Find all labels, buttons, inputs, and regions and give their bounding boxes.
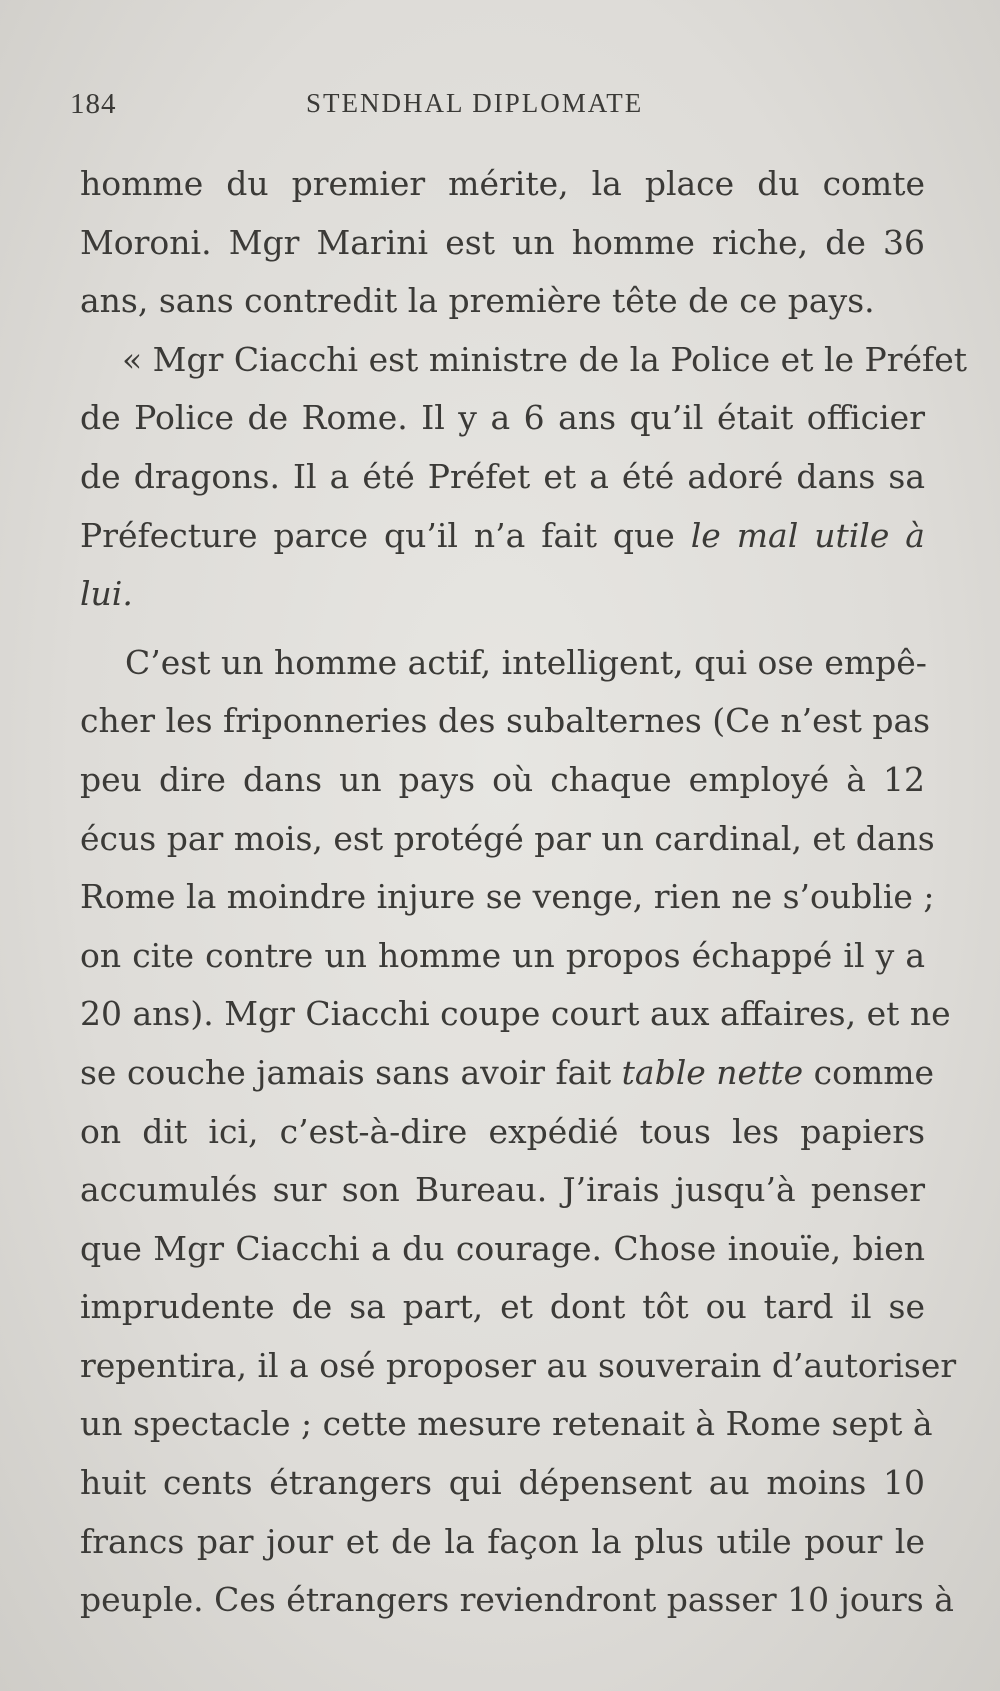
text-fragment: se couche jamais sans avoir fait [80,1052,622,1092]
text-line: accumulés sur son Bureau. J’irais jusqu’à penser [80,1170,925,1210]
page-header [70,88,940,128]
text-line: cher les friponneries des subalternes (Ce n’est pas [80,701,931,741]
text-fragment: Préfecture parce qu’il n’a fait que [80,515,691,555]
text-line: un spectacle ; cette mesure retenait à Rome sept à [80,1404,933,1444]
text-line: repentira, il a osé proposer au souverain d’autoriser [80,1345,957,1385]
text-line: peuple. Ces étrangers reviendront passer 10 jours à [80,1580,954,1620]
page-number: 184 [70,88,117,120]
text-line: huit cents étrangers qui dépensent au moins 10 [80,1463,925,1503]
text-line [80,507,925,566]
text-line: Moroni. Mgr Marini est un homme riche, de 36 [80,222,925,262]
body-text [80,155,968,1630]
italic-fragment: lui. [80,574,133,614]
text-line: « Mgr Ciacchi est ministre de la Police et le Préfet [122,339,968,379]
text-line: ans, sans contredit la première tête de ce pays. [80,281,875,321]
italic-fragment: table nette [621,1052,804,1092]
text-line: de Police de Rome. Il y a 6 ans qu’il était officier [80,398,925,438]
text-line: on dit ici, c’est-à-dire expédié tous les papiers [80,1111,925,1151]
paragraph-gap [80,624,925,634]
text-line: on cite contre un homme un propos échappé il y a [80,935,925,975]
text-line: écus par mois, est protégé par un cardinal, et dans [80,818,935,858]
text-line: homme du premier mérite, la place du comte [80,164,925,203]
running-title: STENDHAL DIPLOMATE [306,88,644,118]
text-line [80,565,925,624]
text-line: peu dire dans un pays où chaque employé à 12 [80,759,925,799]
text-line: de dragons. Il a été Préfet et a été adoré dans sa [80,456,925,496]
text-line: que Mgr Ciacchi a du courage. Chose inouïe, bien [80,1228,925,1268]
text-line: Rome la moindre injure se venge, rien ne s’oublie ; [80,877,935,917]
text-line: francs par jour et de la façon la plus utile pour le [80,1521,925,1561]
text-line: 20 ans). Mgr Ciacchi coupe court aux affaires, et ne [80,994,951,1034]
text-fragment: comme [803,1052,935,1092]
italic-fragment: le mal utile à [690,515,925,555]
text-line [80,1044,935,1103]
text-line: imprudente de sa part, et dont tôt ou tard il se [80,1287,925,1327]
text-line: C’est un homme actif, intelligent, qui ose empê- [125,642,927,682]
